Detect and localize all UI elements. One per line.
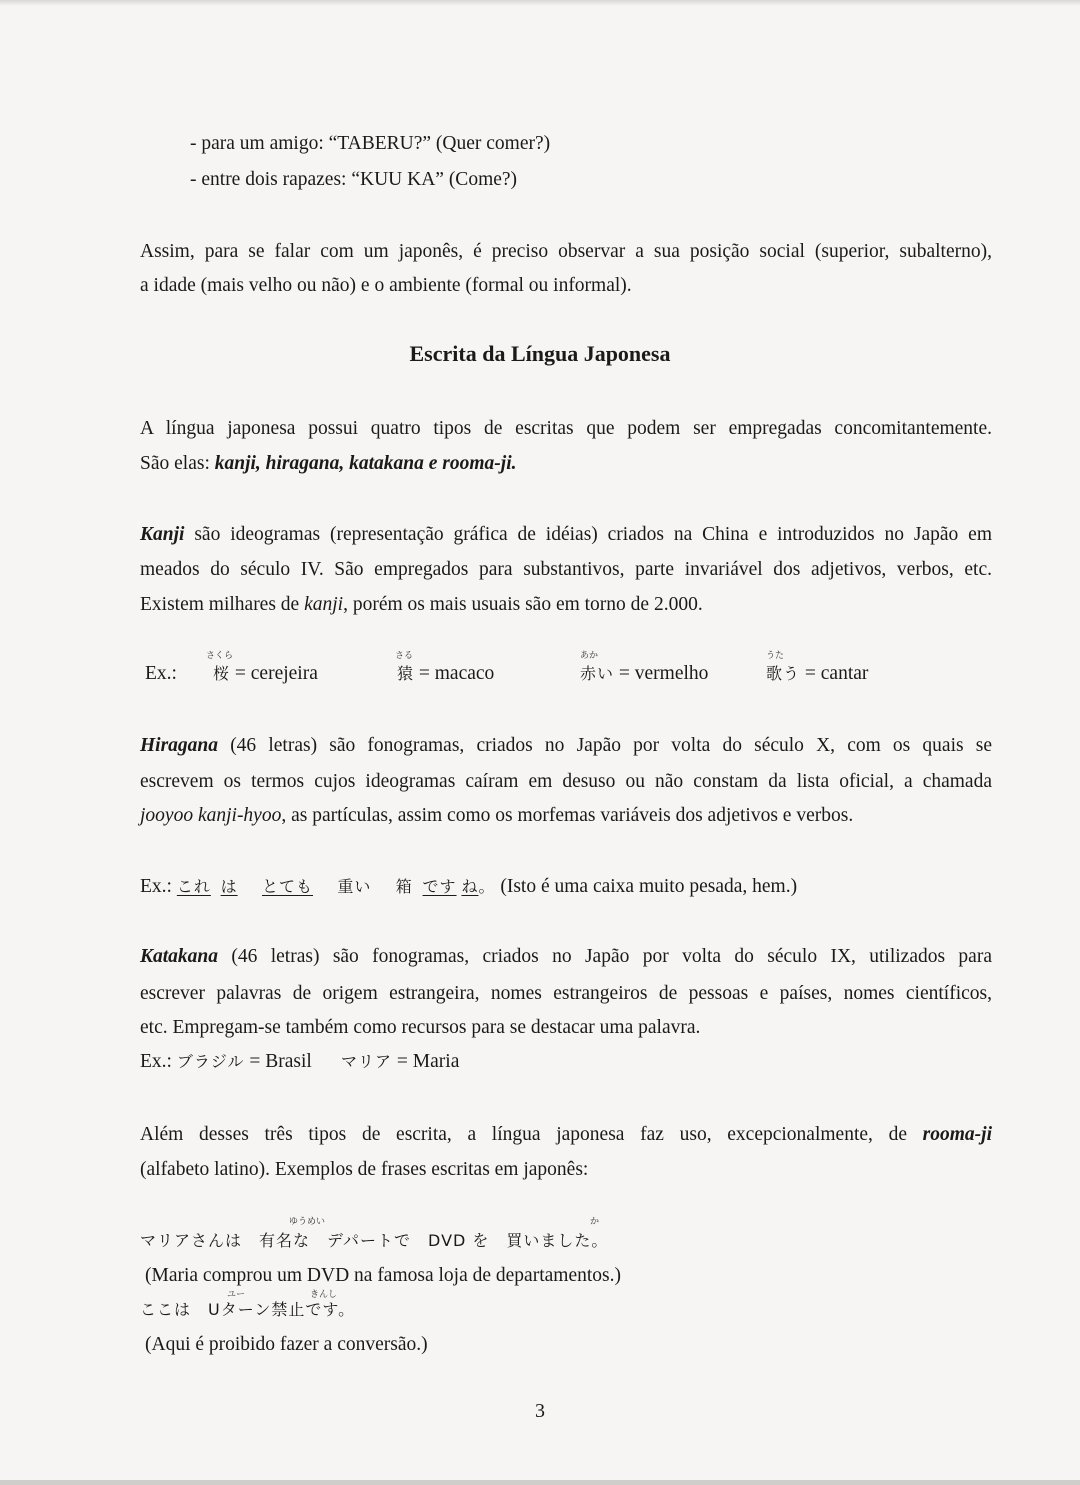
hiragana-term: Hiragana <box>140 735 219 756</box>
example-translation: (Isto é uma caixa muito pesada, hem.) <box>500 876 798 897</box>
furigana: ユー <box>227 1290 246 1300</box>
section-heading: Escrita da Língua Japonesa <box>409 341 671 366</box>
roomaji-line <box>140 1122 992 1148</box>
example-meaning: = Maria <box>392 1051 460 1072</box>
furigana: きんし <box>310 1290 338 1300</box>
kanji-example <box>213 661 318 687</box>
dialogue-line-friend: - para um amigo: “TABERU?” (Quer comer?) <box>190 133 551 154</box>
jp-word: ブラジル <box>176 1052 245 1071</box>
intro-types: kanji, hiragana, katakana e rooma-ji. <box>214 453 517 474</box>
jp-word: 重い <box>337 877 372 896</box>
kanji-line: meados do século IV. São empregados para substantivos, parte invariável dos adjetivos, verbos, etc. <box>140 559 992 580</box>
kanji-line <box>140 592 992 618</box>
hiragana-italic: jooyoo kanji-hyoo <box>140 805 282 826</box>
kanji-example <box>397 661 494 687</box>
example-sentence-japanese <box>140 1228 992 1254</box>
katakana-term: Katakana <box>140 946 219 967</box>
jp-particle: ね <box>461 877 479 896</box>
hiragana-text: (46 letras) são fonogramas, criados no Japão por volta do século X, com os quais se <box>218 735 992 756</box>
jp-sentence: マリアさんは 有名な デパートで DVD を 買いました。 <box>140 1231 609 1250</box>
hiragana-line <box>140 803 992 829</box>
scan-edge-bottom <box>0 1480 1080 1485</box>
katakana-line: escrever palavras de origem estrangeira, nomes estrangeiros de pessoas e países, nomes científicos, <box>140 983 992 1004</box>
intro-line-types <box>140 451 992 477</box>
hiragana-line <box>140 733 992 759</box>
kanji-line <box>140 522 992 548</box>
paragraph-line: a idade (mais velho ou não) e o ambiente (formal ou informal). <box>140 275 632 296</box>
jp-word: とても <box>262 877 314 896</box>
example-meaning: = Brasil <box>244 1051 312 1072</box>
jp-word: これ <box>176 877 211 896</box>
furigana: さくら <box>206 651 234 661</box>
jp-word: です <box>422 877 457 896</box>
kanji-glyph: 赤い <box>580 664 615 683</box>
page-number: 3 <box>535 1400 545 1422</box>
hiragana-example <box>140 874 992 900</box>
hiragana-text: , as partículas, assim como os morfemas variáveis dos adjetivos e verbos. <box>281 805 854 826</box>
example-label: Ex.: <box>140 1051 177 1072</box>
intro-prefix: São elas: <box>140 453 215 474</box>
example-sentence-translation: (Aqui é proibido fazer a conversão.) <box>145 1334 428 1355</box>
hiragana-line: escrevem os termos cujos ideogramas caíram em desuso ou não constam da lista oficial, a chamada <box>140 771 992 792</box>
example-label: Ex.: <box>145 663 177 684</box>
katakana-line <box>140 944 992 970</box>
katakana-text: (46 letras) são fonogramas, criados no Japão por volta do século IX, utilizados para <box>218 946 992 967</box>
kanji-glyph: 歌う <box>766 664 801 683</box>
roomaji-line: (alfabeto latino). Exemplos de frases escritas em japonês: <box>140 1159 589 1180</box>
jp-word: マリア <box>341 1052 393 1071</box>
jp-particle: は <box>220 877 238 896</box>
kanji-text: são ideogramas (representação gráfica de idéias) criados na China e introduzidos no Japão em <box>184 524 992 545</box>
example-sentence-japanese <box>140 1297 992 1323</box>
kanji-glyph: 桜 <box>213 664 231 683</box>
katakana-example <box>140 1049 992 1075</box>
intro-line: A língua japonesa possui quatro tipos de escritas que podem ser empregadas concomitantemente. <box>140 418 992 439</box>
furigana: さる <box>395 651 414 661</box>
furigana: あか <box>580 651 599 661</box>
kanji-text: Existem milhares de <box>140 594 305 615</box>
example-meaning: = cantar <box>800 663 869 684</box>
example-label: Ex.: <box>140 876 177 897</box>
example-sentence-translation: (Maria comprou um DVD na famosa loja de departamentos.) <box>145 1265 621 1286</box>
jp-word: 箱 <box>395 877 413 896</box>
furigana: うた <box>766 651 785 661</box>
kanji-term: Kanji <box>140 524 185 545</box>
roomaji-text: Além desses três tipos de escrita, a língua japonesa faz uso, excepcionalmente, de <box>140 1124 923 1145</box>
roomaji-term: rooma-ji <box>922 1124 992 1145</box>
katakana-line: etc. Empregam-se também como recursos para se destacar uma palavra. <box>140 1017 701 1038</box>
example-meaning: = macaco <box>414 663 495 684</box>
kanji-example <box>580 661 708 687</box>
furigana: か <box>590 1217 600 1227</box>
example-meaning: = cerejeira <box>230 663 318 684</box>
kanji-italic: kanji <box>304 594 344 615</box>
furigana: ゆうめい <box>289 1217 326 1227</box>
kanji-glyph: 猿 <box>397 664 415 683</box>
kanji-text: , porém os mais usuais são em torno de 2.000. <box>343 594 703 615</box>
jp-sentence: ここは Uターン禁止です。 <box>140 1300 356 1319</box>
kanji-example <box>766 661 868 687</box>
paragraph-line: Assim, para se falar com um japonês, é preciso observar a sua posição social (superior, subalterno), <box>140 241 992 262</box>
example-meaning: = vermelho <box>614 663 709 684</box>
dialogue-line-boys: - entre dois rapazes: “KUU KA” (Come?) <box>190 169 518 190</box>
scan-edge-top <box>0 0 1080 6</box>
jp-period: 。 <box>478 877 496 896</box>
